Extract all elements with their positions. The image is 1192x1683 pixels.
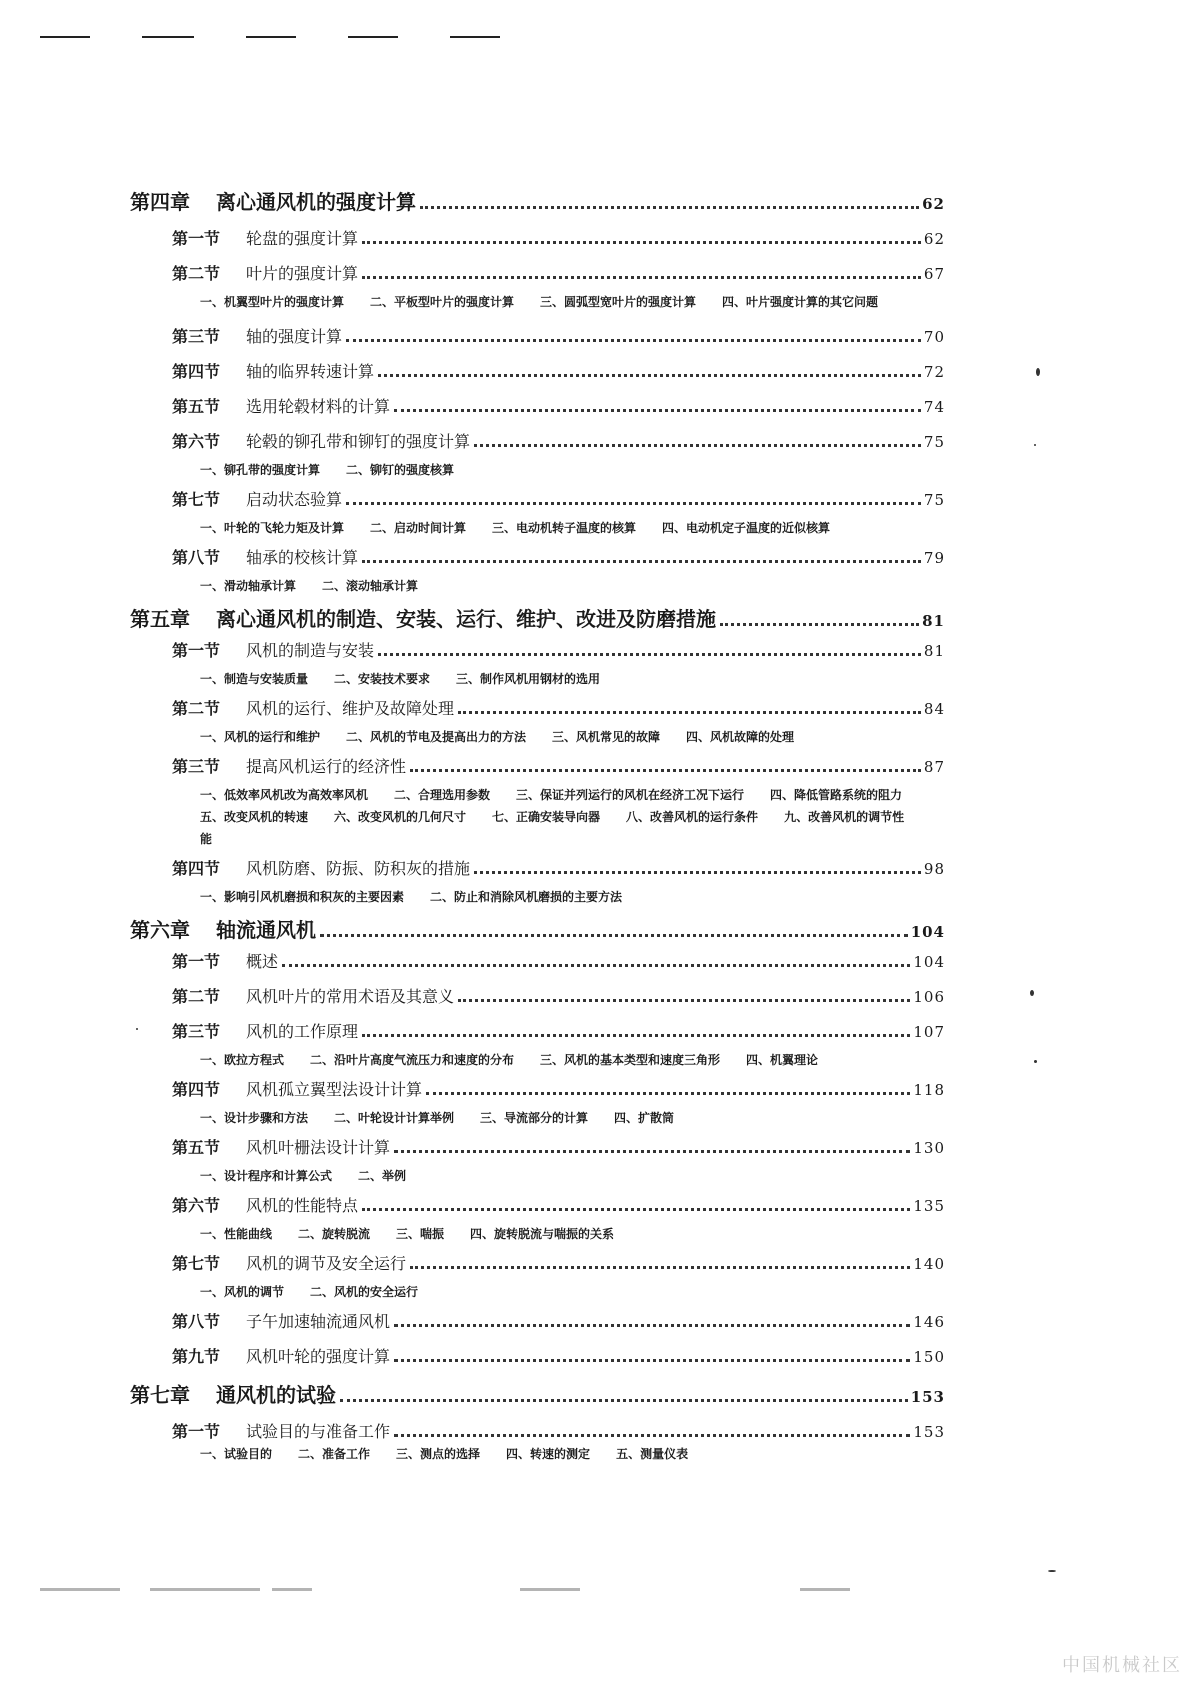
- subitem: 二、叶轮设计计算举例: [334, 1111, 455, 1125]
- page-number: 107: [913, 1023, 945, 1041]
- chapter-title: 轴流通风机: [216, 918, 316, 942]
- toc-subitems: [130, 886, 945, 908]
- section-title: 风机叶片的常用术语及其意义: [246, 987, 455, 1006]
- section-title: 风机的运行、维护及故障处理: [246, 699, 455, 718]
- toc-subitems: [130, 1107, 945, 1129]
- section-number: 第六节: [172, 432, 221, 451]
- toc-section[interactable]: [130, 1251, 945, 1275]
- page-number: 67: [923, 265, 945, 283]
- section-title: 轴承的校核计算: [246, 548, 359, 567]
- subitem: 二、启动时间计算: [370, 521, 467, 535]
- chapter-title: 通风机的试验: [216, 1383, 336, 1407]
- page-number: 81: [922, 612, 945, 630]
- page-number: 75: [923, 433, 945, 451]
- toc-section[interactable]: [130, 638, 945, 662]
- section-title: 风机的性能特点: [246, 1196, 359, 1215]
- scan-smudge: [800, 1588, 850, 1591]
- subitem: 三、风机常见的故障: [552, 730, 661, 744]
- dot-leader: [394, 1434, 910, 1437]
- toc-section[interactable]: [130, 1309, 945, 1333]
- subitem: 二、旋转脱流: [298, 1227, 371, 1241]
- dot-leader: [410, 769, 921, 772]
- toc-section[interactable]: [130, 754, 945, 778]
- chapter-number: 第七章: [130, 1383, 190, 1407]
- chapter-number: 第五章: [130, 607, 190, 631]
- scan-speck: [1030, 990, 1034, 996]
- subitem: 一、设计程序和计算公式: [200, 1169, 333, 1183]
- section-number: 第八节: [172, 1312, 221, 1331]
- toc-subitems: [130, 517, 945, 539]
- toc-subitems: [130, 1443, 945, 1465]
- page-number: 140: [913, 1255, 945, 1273]
- scan-smudge: [520, 1588, 580, 1591]
- subitem: 一、叶轮的飞轮力矩及计算: [200, 521, 345, 535]
- dot-leader: [378, 653, 921, 656]
- subitem: 一、风机的运行和维护: [200, 730, 321, 744]
- subitem: 四、旋转脱流与喘振的关系: [470, 1227, 615, 1241]
- toc-section[interactable]: [130, 696, 945, 720]
- toc-chapter-6[interactable]: [130, 914, 945, 943]
- dot-leader: [362, 1034, 910, 1037]
- scan-speck: [1034, 444, 1036, 446]
- toc-section[interactable]: [130, 359, 945, 383]
- header-rule-segment: [40, 36, 90, 38]
- toc-subitems: [130, 784, 945, 850]
- toc-section[interactable]: [130, 324, 945, 348]
- section-title: 风机的工作原理: [246, 1022, 359, 1041]
- subitem: 一、制造与安装质量: [200, 672, 309, 686]
- toc-subitems: [130, 459, 945, 481]
- page-number: 75: [923, 491, 945, 509]
- dot-leader: [378, 374, 921, 377]
- toc-section[interactable]: [130, 394, 945, 418]
- toc-subitems: [130, 726, 945, 748]
- section-number: 第四节: [172, 859, 221, 878]
- toc-section[interactable]: [130, 261, 945, 285]
- subitem: 二、举例: [358, 1169, 407, 1183]
- section-title: 风机防磨、防振、防积灰的措施: [246, 859, 471, 878]
- page-number: 153: [910, 1388, 945, 1406]
- dot-leader: [362, 276, 921, 279]
- header-rule-segment: [450, 36, 500, 38]
- toc-chapter-5[interactable]: [130, 603, 945, 632]
- section-number: 第五节: [172, 1138, 221, 1157]
- scan-smudge: [40, 1588, 120, 1591]
- dot-leader: [346, 502, 921, 505]
- page-number: 106: [913, 988, 945, 1006]
- section-number: 第九节: [172, 1347, 221, 1366]
- chapter-number: 第六章: [130, 918, 190, 942]
- section-number: 第二节: [172, 264, 221, 283]
- toc-chapter-7[interactable]: [130, 1379, 945, 1408]
- subitem: 一、设计步骤和方法: [200, 1111, 309, 1125]
- section-title: 风机孤立翼型法设计计算: [246, 1080, 423, 1099]
- subitem: 七、正确安装导向器: [492, 810, 601, 824]
- dot-leader: [394, 1359, 910, 1362]
- section-number: 第三节: [172, 1022, 221, 1041]
- section-number: 第五节: [172, 397, 221, 416]
- section-title: 风机的调节及安全运行: [246, 1254, 407, 1273]
- subitem: 二、平板型叶片的强度计算: [370, 295, 515, 309]
- toc-subitems: [130, 1165, 945, 1187]
- dot-leader: [346, 339, 921, 342]
- section-number: 第六节: [172, 1196, 221, 1215]
- toc-section[interactable]: [130, 1135, 945, 1159]
- toc-section[interactable]: [130, 487, 945, 511]
- header-rule-segment: [142, 36, 194, 38]
- scan-speck: [136, 1028, 138, 1030]
- toc-chapter-4[interactable]: [130, 186, 945, 215]
- section-title: 概述: [246, 952, 279, 971]
- dot-leader: [362, 1208, 910, 1211]
- section-number: 第三节: [172, 757, 221, 776]
- subitem: 四、扩散筒: [614, 1111, 675, 1125]
- subitem: 二、安装技术要求: [334, 672, 431, 686]
- section-title: 启动状态验算: [246, 490, 343, 509]
- page-number: 70: [923, 328, 945, 346]
- subitem: 一、欧拉方程式: [200, 1053, 285, 1067]
- section-title: 风机叶栅法设计计算: [246, 1138, 391, 1157]
- dot-leader: [394, 1150, 910, 1153]
- section-title: 轴的强度计算: [246, 327, 343, 346]
- subitem: 三、风机的基本类型和速度三角形: [540, 1053, 721, 1067]
- section-number: 第一节: [172, 952, 221, 971]
- page-number: 118: [913, 1081, 945, 1099]
- toc-section[interactable]: [130, 545, 945, 569]
- page-number: 74: [923, 398, 945, 416]
- page-number: 72: [923, 363, 945, 381]
- page-number: 62: [922, 195, 945, 213]
- toc-subitems: [130, 291, 945, 313]
- section-number: 第一节: [172, 229, 221, 248]
- section-number: 第七节: [172, 1254, 221, 1273]
- scan-smudge: [272, 1588, 312, 1591]
- subitem: 一、风机的调节: [200, 1285, 285, 1299]
- page-number: 84: [923, 700, 945, 718]
- subitem: 三、导流部分的计算: [480, 1111, 589, 1125]
- dot-leader: [458, 711, 921, 714]
- scan-speck: [1036, 368, 1040, 376]
- subitem: 四、机翼理论: [746, 1053, 819, 1067]
- toc-subitems: [130, 668, 945, 690]
- chapter-title: 离心通风机的强度计算: [216, 190, 416, 214]
- toc-subitems: [130, 1281, 945, 1303]
- section-number: 第三节: [172, 327, 221, 346]
- page-number: 150: [913, 1348, 945, 1366]
- section-number: 第二节: [172, 987, 221, 1006]
- section-number: 第四节: [172, 1080, 221, 1099]
- section-number: 第一节: [172, 1422, 221, 1441]
- subitem: 一、影响引风机磨损和积灰的主要因素: [200, 890, 405, 904]
- page-number: 104: [910, 923, 945, 941]
- toc-section[interactable]: [130, 856, 945, 880]
- subitem: 三、测点的选择: [396, 1447, 481, 1461]
- section-title: 风机的制造与安装: [246, 641, 375, 660]
- section-title: 叶片的强度计算: [246, 264, 359, 283]
- scan-speck: [1034, 1060, 1037, 1063]
- subitem: 二、风机的安全运行: [310, 1285, 419, 1299]
- subitem: 一、性能曲线: [200, 1227, 273, 1241]
- subitem: 六、改变风机的几何尺寸: [334, 810, 467, 824]
- section-title: 轮毂的铆孔带和铆钉的强度计算: [246, 432, 471, 451]
- dot-leader: [474, 444, 921, 447]
- section-number: 第四节: [172, 362, 221, 381]
- dot-leader: [394, 1324, 910, 1327]
- toc-subitems: [130, 1049, 945, 1071]
- chapter-number: 第四章: [130, 190, 190, 214]
- subitem: 三、电动机转子温度的核算: [492, 521, 637, 535]
- page-number: 104: [913, 953, 945, 971]
- toc-section[interactable]: [130, 1419, 945, 1443]
- dot-leader: [340, 1399, 908, 1402]
- header-rule-segment: [348, 36, 398, 38]
- subitem: 五、测量仪表: [616, 1447, 689, 1461]
- subitem: 三、喘振: [396, 1227, 445, 1241]
- dot-leader: [362, 241, 921, 244]
- page-number: 62: [923, 230, 945, 248]
- toc-section[interactable]: [130, 226, 945, 250]
- subitem: 三、保证并列运行的风机在经济工况下运行: [516, 788, 745, 802]
- watermark: 中国机械社区: [1062, 1655, 1182, 1676]
- section-number: 第二节: [172, 699, 221, 718]
- dot-leader: [458, 999, 910, 1002]
- section-title: 轴的临界转速计算: [246, 362, 375, 381]
- subitem: 一、低效率风机改为高效率风机: [200, 788, 369, 802]
- subitem: 四、风机故障的处理: [686, 730, 795, 744]
- page-number: 130: [913, 1139, 945, 1157]
- subitem: 一、铆孔带的强度计算: [200, 463, 321, 477]
- subitem: 四、降低管路系统的阻力: [770, 788, 903, 802]
- toc-section[interactable]: [130, 429, 945, 453]
- chapter-title: 离心通风机的制造、安装、运行、维护、改进及防磨措施: [216, 607, 716, 631]
- section-title: 风机叶轮的强度计算: [246, 1347, 391, 1366]
- subitem: 三、圆弧型宽叶片的强度计算: [540, 295, 697, 309]
- subitem: 二、风机的节电及提高出力的方法: [346, 730, 527, 744]
- dot-leader: [474, 871, 921, 874]
- toc-subitems: [130, 575, 945, 597]
- section-number: 第八节: [172, 548, 221, 567]
- page-number: 98: [923, 860, 945, 878]
- section-title: 试验目的与准备工作: [246, 1422, 391, 1441]
- section-number: 第七节: [172, 490, 221, 509]
- dot-leader: [320, 934, 908, 937]
- subitem: 四、叶片强度计算的其它问题: [722, 295, 879, 309]
- subitem: 四、转速的测定: [506, 1447, 591, 1461]
- dot-leader: [420, 206, 919, 209]
- subitem: 五、改变风机的转速: [200, 810, 309, 824]
- dot-leader: [426, 1092, 910, 1095]
- subitem: 二、合理选用参数: [394, 788, 491, 802]
- subitem: 一、试验目的: [200, 1447, 273, 1461]
- subitem: 四、电动机定子温度的近似核算: [662, 521, 831, 535]
- toc-section[interactable]: [130, 984, 945, 1008]
- dot-leader: [410, 1266, 910, 1269]
- page-number: 146: [913, 1313, 945, 1331]
- section-title: 选用轮毂材料的计算: [246, 397, 391, 416]
- page-number: 81: [923, 642, 945, 660]
- subitem: 二、沿叶片高度气流压力和速度的分布: [310, 1053, 515, 1067]
- dot-leader: [394, 409, 921, 412]
- toc-section[interactable]: [130, 1077, 945, 1101]
- section-title: 子午加速轴流通风机: [246, 1312, 391, 1331]
- toc-section[interactable]: [130, 1193, 945, 1217]
- scan-speck: [1048, 1570, 1056, 1572]
- scan-smudge: [150, 1588, 260, 1591]
- subitem: 二、准备工作: [298, 1447, 371, 1461]
- subitem: 二、滚动轴承计算: [322, 579, 419, 593]
- subitem: 一、滑动轴承计算: [200, 579, 297, 593]
- toc-section[interactable]: [130, 949, 945, 973]
- page-number: 153: [913, 1423, 945, 1441]
- toc-section[interactable]: [130, 1019, 945, 1043]
- table-of-contents: [130, 186, 945, 1465]
- toc-section[interactable]: [130, 1344, 945, 1368]
- subitem: 三、制作风机用钢材的选用: [456, 672, 601, 686]
- header-rule-segment: [246, 36, 296, 38]
- dot-leader: [282, 964, 910, 967]
- section-title: 轮盘的强度计算: [246, 229, 359, 248]
- section-title: 提高风机运行的经济性: [246, 757, 407, 776]
- page-number: 87: [923, 758, 945, 776]
- dot-leader: [720, 623, 919, 626]
- section-number: 第一节: [172, 641, 221, 660]
- dot-leader: [362, 560, 921, 563]
- subitem: 九、改善风机的调节性能: [200, 810, 905, 846]
- page-number: 135: [913, 1197, 945, 1215]
- subitem: 一、机翼型叶片的强度计算: [200, 295, 345, 309]
- toc-subitems: [130, 1223, 945, 1245]
- subitem: 二、铆钉的强度核算: [346, 463, 455, 477]
- subitem: 八、改善风机的运行条件: [626, 810, 759, 824]
- subitem: 二、防止和消除风机磨损的主要方法: [430, 890, 623, 904]
- page-number: 79: [923, 549, 945, 567]
